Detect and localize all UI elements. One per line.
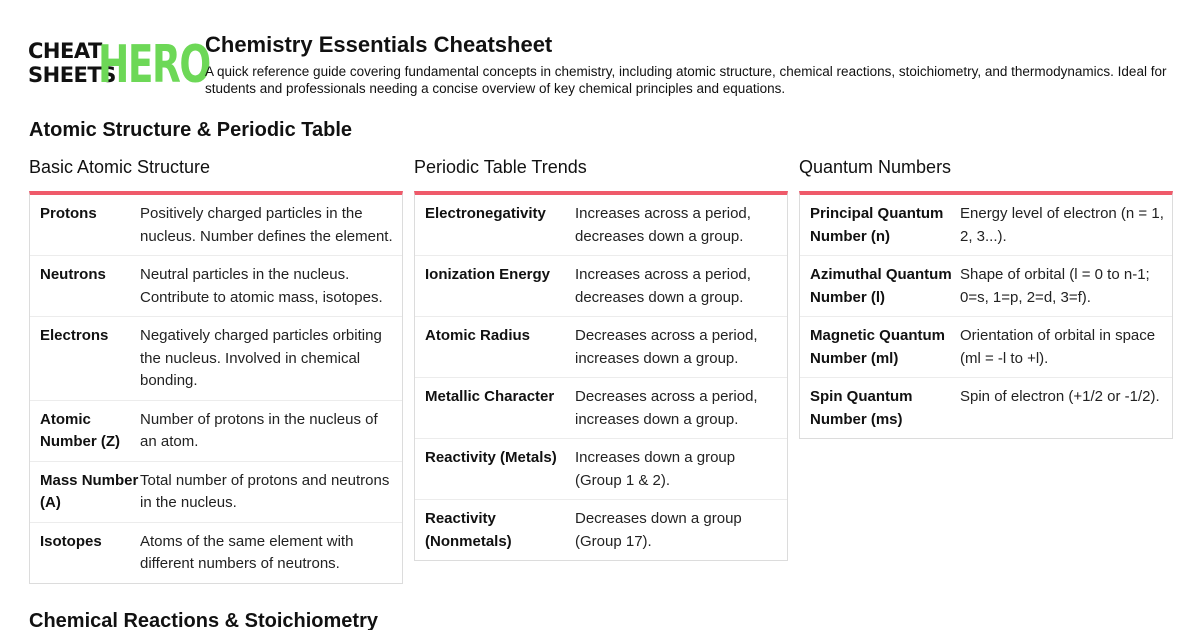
table-row bbox=[800, 195, 1172, 256]
definition: Decreases down a group (Group 17). bbox=[575, 510, 742, 550]
term: Atomic Radius bbox=[425, 327, 531, 344]
table-row bbox=[800, 317, 1172, 378]
table-row bbox=[30, 317, 402, 401]
logo-hero: HERO bbox=[98, 35, 210, 95]
definition: Increases across a period, decreases down a group. bbox=[575, 205, 751, 245]
definition-table bbox=[29, 191, 403, 584]
definition: Energy level of electron (n = 1, 2, 3...). bbox=[960, 205, 1164, 245]
definition: Orientation of orbital in space (ml = -l to +l). bbox=[960, 327, 1156, 367]
table-row bbox=[415, 500, 787, 560]
term: Magnetic Quantum Number (ml) bbox=[810, 327, 946, 367]
table-row bbox=[30, 401, 402, 462]
logo-line-cheat: CHEAT bbox=[28, 39, 102, 63]
term: Electrons bbox=[40, 327, 109, 344]
section-title-atomic-structure: Atomic Structure & Periodic Table bbox=[29, 119, 353, 141]
table-row bbox=[800, 256, 1172, 317]
definition-table bbox=[414, 191, 788, 561]
logo-line-sheets: SHEETS bbox=[28, 63, 116, 87]
card-periodic-table-trends bbox=[414, 157, 788, 561]
table-row bbox=[30, 195, 402, 256]
table-row bbox=[415, 256, 787, 317]
page-description: A quick reference guide covering fundamental concepts in chemistry, including atomic structure, chemical reactions, stoichiometry, and thermodynamics. Ideal for students and professionals needing a concise overview of key chemical principles and equations. bbox=[205, 64, 1167, 96]
page-title: Chemistry Essentials Cheatsheet bbox=[205, 32, 553, 57]
definition: Neutral particles in the nucleus. Contribute to atomic mass, isotopes. bbox=[140, 266, 383, 306]
definition: Number of protons in the nucleus of an atom. bbox=[140, 410, 378, 450]
definition: Decreases across a period, increases down a group. bbox=[575, 388, 758, 428]
card-title: Basic Atomic Structure bbox=[29, 157, 211, 177]
definition: Positively charged particles in the nucleus. Number defines the element. bbox=[140, 205, 393, 245]
term: Isotopes bbox=[40, 532, 102, 550]
definition: Decreases across a period, increases down a group. bbox=[575, 327, 758, 367]
page-header bbox=[28, 32, 1178, 102]
definition: Shape of orbital (l = 0 to n-1; 0=s, 1=p, 2=d, 3=f). bbox=[960, 266, 1150, 306]
definition: Negatively charged particles orbiting the nucleus. Involved in chemical bonding. bbox=[140, 327, 382, 389]
term: Neutrons bbox=[40, 266, 106, 283]
term: Ionization Energy bbox=[425, 266, 551, 283]
term: Principal Quantum Number (n) bbox=[810, 205, 944, 245]
table-row bbox=[30, 256, 402, 317]
table-row bbox=[800, 378, 1172, 438]
definition: Total number of protons and neutrons in the nucleus. bbox=[140, 471, 390, 511]
term: Electronegativity bbox=[425, 205, 546, 222]
table-row bbox=[415, 439, 787, 500]
table-row bbox=[415, 378, 787, 439]
section-title-chemical-reactions: Chemical Reactions & Stoichiometry bbox=[29, 610, 378, 630]
definition: Increases across a period, decreases down a group. bbox=[575, 266, 751, 306]
definition: Atoms of the same element with different numbers of neutrons. bbox=[140, 532, 354, 572]
term: Mass Number (A) bbox=[40, 471, 139, 511]
cheatsheets-hero-logo[interactable] bbox=[28, 35, 210, 95]
card-quantum-numbers bbox=[799, 157, 1173, 439]
term: Reactivity (Metals) bbox=[425, 449, 557, 466]
table-row bbox=[30, 462, 402, 523]
definition: Spin of electron (+1/2 or -1/2). bbox=[960, 388, 1160, 405]
card-title: Quantum Numbers bbox=[799, 157, 952, 177]
card-title: Periodic Table Trends bbox=[414, 157, 587, 177]
term: Spin Quantum Number (ms) bbox=[810, 388, 913, 428]
table-row bbox=[30, 523, 402, 583]
card-basic-atomic-structure bbox=[29, 157, 403, 584]
definition: Increases down a group (Group 1 & 2). bbox=[575, 449, 736, 489]
term: Protons bbox=[40, 205, 97, 222]
table-row bbox=[415, 317, 787, 378]
term: Atomic Number (Z) bbox=[40, 410, 120, 450]
term: Reactivity (Nonmetals) bbox=[425, 510, 512, 550]
term: Metallic Character bbox=[425, 388, 555, 405]
definition-table bbox=[799, 191, 1173, 439]
term: Azimuthal Quantum Number (l) bbox=[810, 266, 952, 306]
table-row bbox=[415, 195, 787, 256]
